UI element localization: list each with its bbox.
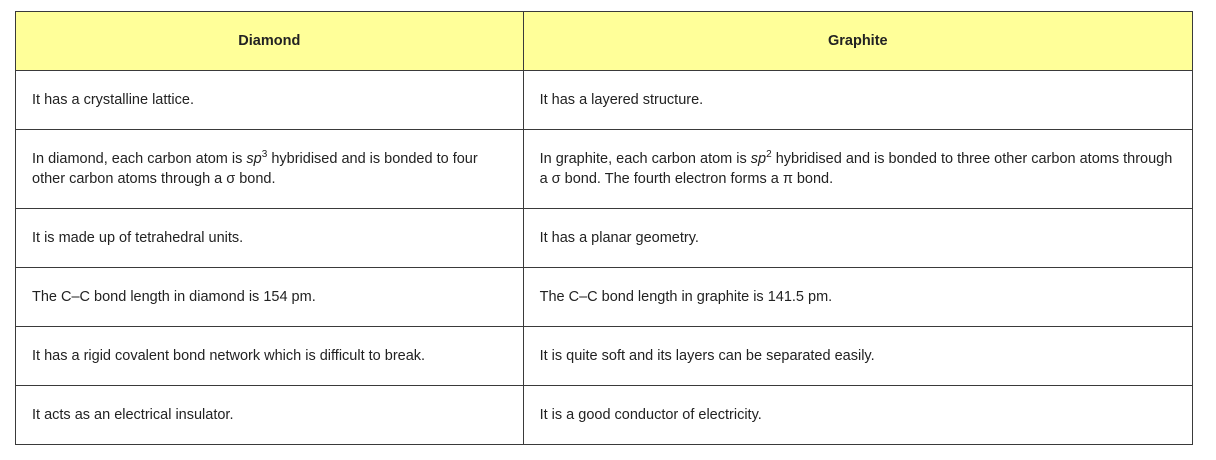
diamond-hybridisation-text-end: hybridised and is bonded to four other carbon atoms through a σ bond. xyxy=(32,151,478,187)
diamond-cell: It has a rigid covalent bond network which is difficult to break. xyxy=(16,327,524,386)
graphite-cell: It has a planar geometry. xyxy=(523,209,1192,268)
graphite-hybridisation-symbol: sp xyxy=(750,151,767,167)
table-row xyxy=(16,130,1193,209)
graphite-cell: It is a good conductor of electricity. xyxy=(523,386,1192,445)
header-row xyxy=(16,12,1193,71)
header-diamond: Diamond xyxy=(16,12,524,71)
diamond-cell: It acts as an electrical insulator. xyxy=(16,386,524,445)
header-graphite: Graphite xyxy=(523,12,1192,71)
table-row xyxy=(16,209,1193,268)
diamond-cell: It is made up of tetrahedral units. xyxy=(16,209,524,268)
diamond-hybridisation-superscript: 3 xyxy=(261,149,268,160)
table-row xyxy=(16,268,1193,327)
comparison-table xyxy=(15,11,1193,445)
graphite-hybridisation-text-start: In graphite, each carbon atom is xyxy=(539,151,751,167)
table-row xyxy=(16,386,1193,445)
graphite-cell: It has a layered structure. xyxy=(523,71,1192,130)
diamond-cell: The C–C bond length in diamond is 154 pm. xyxy=(16,268,524,327)
graphite-cell xyxy=(523,130,1192,209)
graphite-hybridisation-superscript: 2 xyxy=(766,149,772,160)
table-row xyxy=(16,71,1193,130)
diamond-cell xyxy=(16,130,524,209)
diamond-cell: It has a crystalline lattice. xyxy=(16,71,524,130)
graphite-cell: It is quite soft and its layers can be separated easily. xyxy=(523,327,1192,386)
diamond-hybridisation-symbol: sp xyxy=(246,151,262,167)
table-row xyxy=(16,327,1193,386)
graphite-cell: The C–C bond length in graphite is 141.5 pm. xyxy=(523,268,1192,327)
diamond-hybridisation-text-start: In diamond, each carbon atom is xyxy=(32,151,247,167)
graphite-hybridisation-text-end: hybridised and is bonded to three other carbon atoms through a σ bond. The fourth electron forms a π bond. xyxy=(539,151,1173,187)
